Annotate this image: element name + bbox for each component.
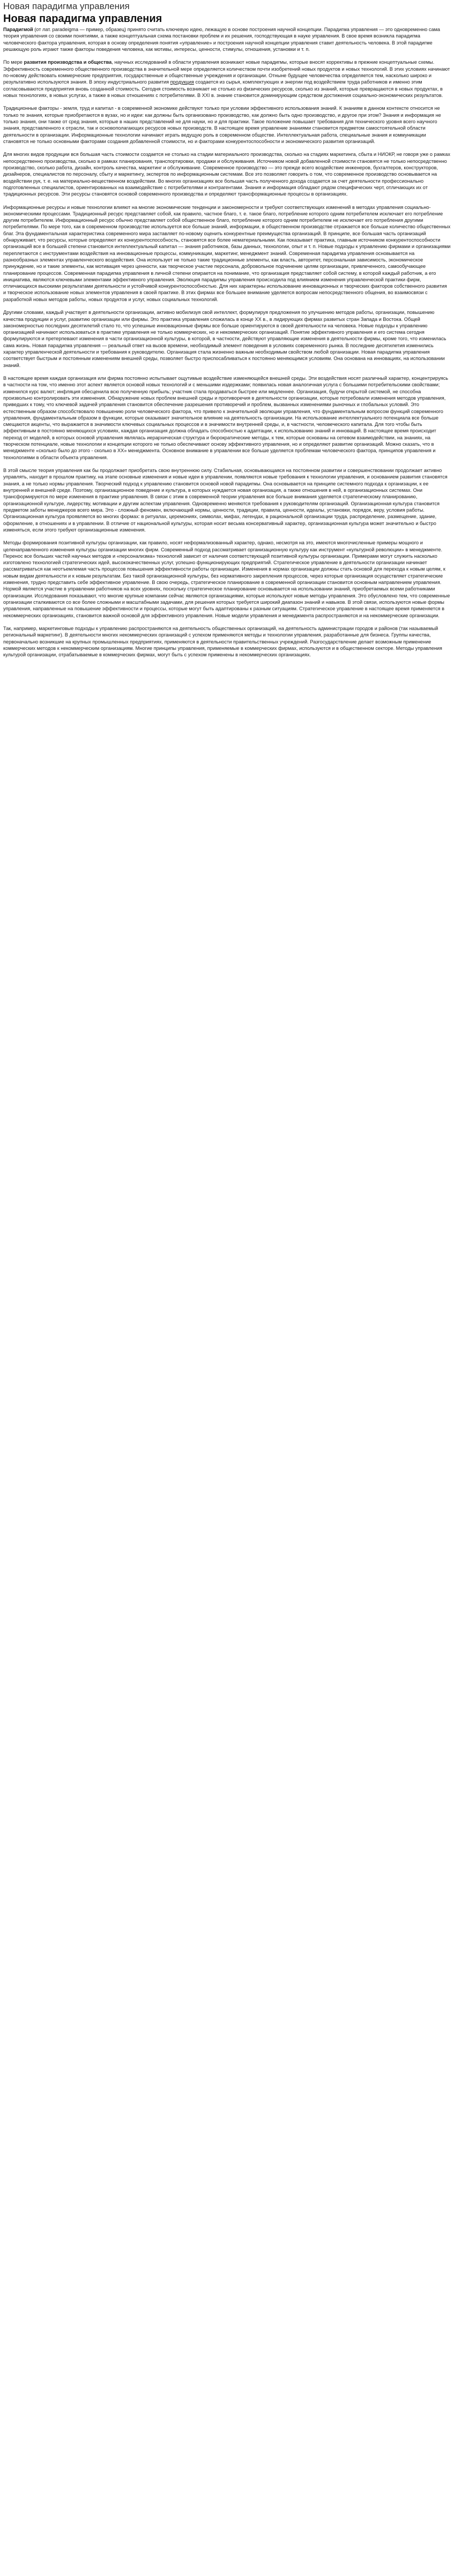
paragraph xyxy=(3,204,451,303)
underlined-term: продукция xyxy=(170,79,194,85)
text-run: В этой смысле теория управления как бы продолжает приобретать свою внутреннюю силу. Стабильная, основывающаяся на постоянном развитии и совершенствовании продолжает активно управлять, находит в прошлом практику, на этапе основные изменения и новые идеи в управлении, появляются новые требования к технологии управления, и основанием развития становятся знания, а не только нормы управления. Творческий подход к управлению становится основой новой парадигмы. Она основывается на принципе системного подхода к организации, к ее внутренней и внешней среде. Поэтому, организационное поведение и культура, в которых нуждается новая организация, а также отношения в ней, в организационных системах. Они трансформируются по мере изменения в практике управления. В связи с этим в современной теории управления все больше внимания уделяется стратегическому планированию, организационной культуре, лидерству, мотивации и другим аспектам управления. Одновременно меняются требования к руководителям организаций. Организационная культура становится предметом заботы менеджеров всего мира. Это - сложный феномен, включающий нормы, ценности, традиции, правила, ценности, идеалы, установки, порядок, веру, условия работы. Организационная культура проявляется во многих формах: в ритуалах, церемониях, символах, мифах, легендах, в рациональной организации труда, распределение, размещение, здание, оформление, в отношениях и в управлении. В отличие от национальной культуры, которая носит весьма консервативный характер, организационная культура может значительно и быстро изменяться, если этого требуют организационные изменения. xyxy=(3,468,448,533)
text-run: По мере xyxy=(3,59,24,65)
text-run: Другими словами, каждый участвует в деятельности организации, активно мобилизуя свой интеллект, формулируя предложения по улучшению методов работы, организации, повышению качества продукции и услуг, развитию организации или фирмы. Это практика управления сложилась в конце ХХ в., в лидирующих фирмах развитых стран Запада и Востока. Общей закономерностью последних десятилетий стало то, что успешные инновационные фирмы все больше ориентируются в своей деятельности на человека. Новые подходы к управлению организацией начинают использоваться в практике управления не только коммерческих, но и некоммерческих организаций. Понятие эффективного управления и его система сегодня формулируются и претерпевают изменения в части организационной культуры, в которой, в частности, действуют управляющие изменения в деятельности фирмы, кроме того, что изменилась сама жизнь. Новая парадигма управления — реальный ответ на вызов времени, необходимый элемент поведения в условиях современного рынка. В последние десятилетия изменились характер управленческой деятельности и требования к руководителю. Организация стала жизненно важным необходимым свойством любой организации. Новая парадигма управления соответствует быстрым и постоянным изменениям внешней среды, позволяет быстро приспосабливаться к постоянно меняющимся условиям. Она основана на инновациях, на использовании знаний. xyxy=(3,310,446,368)
article-body xyxy=(3,26,451,658)
paragraph xyxy=(3,151,451,197)
paragraph xyxy=(3,105,451,145)
paragraph xyxy=(3,625,451,658)
text-run: Информационные ресурсы и новые технологии влияют на многие экономические тенденции и закономерности и требуют соответствующих изменений в методах управления социально-экономическими процессами. Традиционный ресурс представляет собой, как правило, частное благо, т. е. такое благо, потребление которого одним потребителем исключает его потребление другим потребителем. Информационный ресурс обычно представляет собой общественное благо, потребление которого одним потребителем не исключает его потребления другими потребителями. По мере того, как в современном производстве используется все больше знаний, информации, в общественном производстве отражается все больше количество общественных благ. Эта фундаментальная характеристика современного мира заставляет по-новому оценить конкурентные преимущества организаций. В принципе, все большая часть организаций обнаруживает, что ресурсы, которые определяют их конкурентоспособность, становятся все более нематериальными. Как показывает практика, главным источником конкурентоспособности организаций все в большей степени становится интеллектуальный капитал — знания работников, базы данных, технологии, опыт и т. п. Новые подходы к управлению фирмами и организациями переплетаются с инструментами воздействия на инновационные процессы, коммуникации, маркетинг, менеджмент знаний. Современная парадигма управления основывается на разнообразных элементах управленческого воздействия. Она использует не только такие традиционные элементы, как власть, авторитет, персональная зависимость, экономическое принуждение, но и такие элементы, как мотивация через ценности, как творческое участие персонала, добровольное подчинение целям организации, привлеченного, самообучающее планирование процессов. Современная парадигма управления в личной степени опирается на понимание, что организация представляет собой систему, в которой каждый работник, а его инициатива, являются ключевыми элементами эффективного управления. Эволюция парадигмы управления происходила под влиянием изменения управленческой практики фирм, отличающихся высокими результатами деятельности и устойчивой конкурентоспособностью. Для них характерны использование инновационных и творческих факторов собственного развития и творческое использование новых элементов управления в своей практике. В этих фирмах все большее внимание уделяется вопросам непосредственного общения, во взаимосвязи с разработкой новых методов работы, новых продуктов и услуг, новых социальных технологий. xyxy=(3,204,451,302)
paragraph xyxy=(3,309,451,369)
text-run: В настоящее время каждая организация или фирма постоянно испытывает ощутимые воздействие изменяющейся внешней среды. Эти воздействия носят различный характер, концентрируясь в частности на том, что именно этот аспект является основой новых технологий и с меньшими издержками; появилась новая аналогичная услуга с большими потребительскими свойствами; изменился курс валют; инфляция обесценила всю полученную прибыль; участник стала продаваться быстрее или медленнее. Организация, будучи открытой системой, не способна произвольно контролировать эти изменения. Обнаружение новых проблем внешней среды и противоречия в деятельности организации, которые потребовали изменения методов управления, приведших к тому, что ключевой задачей управления становится обеспечение разрешения противоречий и проблем, вызванных изменениями рыночных и глобальных условий. Это естественным образом способствовало повышению роли человеческого фактора, что привело к значительной эволюции управления, что фундаментальным вопросом функций современного управления, фундаментальным образом в функции, которые оказывают значительное влияние на деятельность организации. На использование интеллектуального потенциала все больше смещаются акценты, что выражается в значимости ключевых социальных процессов и в значимости внутренней среды, и, в частности, человеческого капитала. Для того чтобы быть эффективным в постоянно меняющихся условиях, каждая организация должна обладать способностью к адаптации, к использованию знаний и инноваций. В настоящее время происходит переход от моделей, в которых основой управления являлась иерархическая структура и бюрократические методы, к тем, которые основаны на сетевом взаимодействии, на знаниях, на творческом потенциале, новые технологии и концепции которого не только обеспечивают основу эффективного управления, но и определяют развитие организаций. Можно сказать, что в менеджменте «сколько было до этого - сколько в ХХ» менеджмента. Основное внимание в управлении все больше уделяется проблемам человеческого фактора, принципов управления и технологиями в области объекта управления. xyxy=(3,376,449,460)
text-run: , научных исследований в области управления возникают новые парадигмы, которые вносят коррективы в прежние концептуальные схемы. Эффективность современного общественного производства в значительной мере определяется количеством почти изобретений новых продуктов и новых технологий. В этих условиях начинают по-новому действовать коммерческие предприятия, государственные и общественные учреждения и организации. Отныне будущее человечества определяется тем, насколько широко и результативно используются знания. В эпоху индустриального развития xyxy=(3,59,450,85)
text-run: Так, например, маркетинговые подходы к управлению распространяются на деятельность общественных организаций, на деятельность администрации городов и районов (так называемый региональный маркетинг). В деятельности многих некоммерческих организаций с успехом применяются методы и технологии управления, разработанные для бизнеса. Группы качества, первоначально возникшие на крупных промышленных предприятиях, применяются в деятельности правительственных учреждений. Разгосударствление делает возможным применение коммерческих методов к некоммерческим организациям. Многие принципы управления, применяемые в коммерческих фирмах, используются и в общественном секторе. Методы управления культурой организации, отрабатываемые в коммерческих фирмах, могут быть с успехом применены в некоммерческих организациях. xyxy=(3,626,442,658)
page-title: Новая парадигма управления xyxy=(3,13,162,25)
paragraph xyxy=(3,375,451,461)
text-run: (от лат. paradeigma — пример, образец) принято считать ключевую идею, лежащую в основе построения научной концепции. Парадигма управления — это одновременно сама теория управления со своими понятиями, а также концептуальная схема постановки проблем и их решения, господствующая в науке управления. В свое время возникла парадигма человеческого фактора управления, которая в основу определения понятия «управление» и построения научной концепции управления ставит деятельность человека. В этой парадигме решающую роль играют также факторы поведения человека, как мотивы, интересы, ценности, стимулы, отношения, установки и т. п. xyxy=(3,27,441,52)
paragraph xyxy=(3,540,451,619)
emphasis-term: развития производства и общества xyxy=(24,59,112,65)
article xyxy=(0,0,454,658)
text-run: создается из сырья, комплектующих и энергии под воздействием труда работников и именно этим согласовываются предприятия вновь созданной стоимость. Сегодня стоимость возникает не столько из физических ресурсов, сколько из знаний, которые превращаются в новых продуктах, в новых технологиях, в новых услугах, а также в новых отношениях с потребителями. В ХХI в. знание становится доминирующим средством достижения социально-экономических результатов. xyxy=(3,79,443,98)
breadcrumb[interactable]: Новая парадигма управления xyxy=(3,1,130,11)
paragraph xyxy=(3,59,451,99)
text-run: Методы формирования позитивной культуры организации, как правило, носят неформализованный характер, однако, несмотря на это, имеются многочисленные примеры мощного и целенаправленного изменения культуры организации многих фирм. Современный подход рассматривает организационную культуру как инструмент «культурной революции» в менеджменте. Перенос все больших частей научных методов и «персонализма» технологий зависит от наличия соответствующей позитивной культуры организации. Примерами могут служить насколько изготовлено технологией стратегических идей, высококачественных услуг, успешно функционирующих предприятий. Стратегическое управление в деятельности организации начинает рассматриваться как неотъемлемая часть процессов повышения эффективности работы организации. Изменения в нормах организации должны стать основой для перехода к новым целям, к новым видам деятельности и к новым результатам. Без такой организационной культуры, без нормативного закрепления процессов, через которые организация осуществляет стратегические изменения, трудно представить себе эффективное управление. В свою очередь, стратегическое планирование в современной организации становится основным направлением управления. Нормой является участие в управлении работников на всех уровнях, поскольку стратегическое планирование основывается на использовании знаний, приобретаемых всеми работниками организации. Исследования показывают, что многие крупные компании сейчас являются организациями, которые используют новые методы управления. Это обусловлено тем, что современные организации сталкиваются со все более сложными и масштабными задачами, для решения которых требуется широкий диапазон знаний и навыков. В этой связи, используются новые формы управления, направленные на повышение эффективности и процессы, которые могут быть адаптированы к разным ситуациям. Стратегическое управление в настоящее время применяется в некоммерческих организациях, становится важной основой для эффективного управления. Новые модели управления и менеджмента распространяются и на некоммерческие организации. xyxy=(3,540,450,618)
emphasis-term: Парадигмой xyxy=(3,27,33,32)
paragraph xyxy=(3,26,451,53)
text-run: Традиционные факторы - земля, труд и капитал - в современной экономике действуют только при условии эффективного использования знаний. К знаниям в данном контексте относится не только те знания, которые приобретаются в вузах, но и идеи: как должны быть организовано производство, как должно быть одно производство, и другое при этом? Знания и информация не только знания, они также от сред знания, которые в наших представлений не для науки, но и для практики. Такое положение повышает требования для технического уровня всего научного знания, представленного к отрасли, так и основополагающих ресурсов новых производств. В настоящее время управление знаниями становится предметом самостоятельной области деятельности в организации. Информационные технологии начинают играть ведущую роль в современном обществе. Интеллектуальная работа, специальные знания и коммуникации становятся не только основными факторами создания добавленной стоимости, но и факторами конкурентоспособности и экономического развития организаций. xyxy=(3,106,441,144)
text-run: Для многих видов продукции вся большая часть стоимости создается не столько на стадии материального производства, сколько на стадиях маркетинга, сбыта и НИОКР, не говоря уже о рамках непосредственно производства, сколько в рамках планирования, транспортировки, продажи и обслуживания. Источником новой добавленной стоимости становятся не только непосредственно производство, сколько работа, дизайн, контроль качества, маркетинг и обслуживание. Современное производство — это прежде всего воздействие инженеров, бухгалтеров, конструкторов, дизайнеров, специалистов по персоналу, сбыту и маркетингу, экспертов по информационным системам. Все это позволяет говорить о том, что современное производство основывается на воздействии рук, т. е. на материально-вещественном воздействии. Во многих организациях все большая часть полученного дохода создается за счет деятельности профессионально подготовленных специалистов, ориентированных на взаимодействие с потребителями и контрагентами. Знания и информация обладают рядом специфических черт, отличающих их от традиционных ресурсов. Эти ресурсы становятся основой современного производства и определяют трансформационные процессы в организациях. xyxy=(3,152,450,197)
paragraph xyxy=(3,467,451,533)
